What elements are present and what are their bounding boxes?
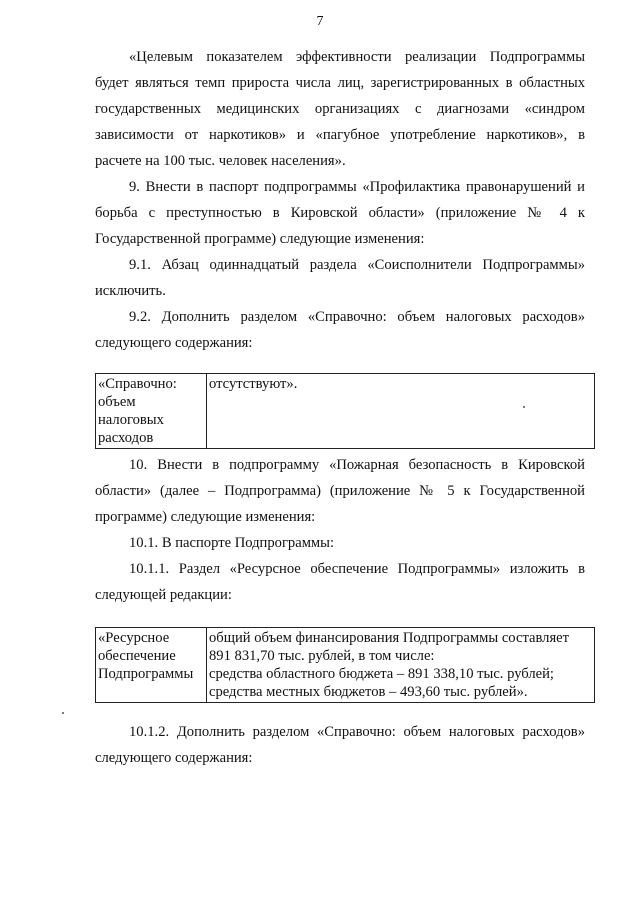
cell-line: средства областного бюджета – 891 338,10 тыс. рублей; xyxy=(209,666,554,682)
resource-provision-table xyxy=(95,627,595,703)
cell-line: обеспечение xyxy=(98,648,176,664)
table-value-cell xyxy=(207,374,595,449)
text-line: 10. Внести в подпрограмму «Пожарная безопасность в Кировской xyxy=(129,457,585,473)
table-value-cell xyxy=(207,628,595,703)
cell-line: объем налоговых xyxy=(98,394,164,428)
text-line: «Целевым показателем эффективности реализации Подпрограммы xyxy=(129,49,585,65)
page-number: 7 xyxy=(316,14,324,29)
paragraph-9-2 xyxy=(95,304,585,356)
cell-line: Подпрограммы xyxy=(98,666,194,682)
text-line: борьба с преступностью в Кировской области» (приложение № 4 к xyxy=(95,205,585,221)
cell-line: расходов xyxy=(98,430,154,446)
text-line: исключить. xyxy=(95,283,166,299)
text-line: 9.2. Дополнить разделом «Справочно: объем налоговых расходов» xyxy=(129,309,585,325)
scan-speck xyxy=(62,712,64,714)
cell-line: отсутствуют». xyxy=(209,376,298,392)
text-line: следующего содержания: xyxy=(95,750,253,766)
scan-speck xyxy=(523,406,525,408)
text-line: 10.1.2. Дополнить разделом «Справочно: объем налоговых расходов» xyxy=(129,724,585,740)
text-line: зависимости от наркотиков» и «пагубное употребление наркотиков», в xyxy=(95,127,585,143)
text-line: будет являться темп прироста числа лиц, зарегистрированных в областных xyxy=(95,75,585,91)
text-line: 10.1. В паспорте Подпрограммы: xyxy=(129,535,335,551)
text-line: 9.1. Абзац одиннадцатый раздела «Соисполнители Подпрограммы» xyxy=(129,257,585,273)
table-label-cell xyxy=(96,374,207,449)
paragraph-10-1 xyxy=(95,530,585,556)
cell-line: общий объем финансирования Подпрограммы составляет xyxy=(209,630,570,646)
paragraph-9 xyxy=(95,174,585,252)
text-line: программе) следующие изменения: xyxy=(95,509,316,525)
cell-line: средства местных бюджетов – 493,60 тыс. рублей». xyxy=(209,684,528,700)
cell-line: «Ресурсное xyxy=(98,630,170,646)
text-line: 10.1.1. Раздел «Ресурсное обеспечение Подпрограммы» изложить в xyxy=(129,561,585,577)
text-line: Государственной программе) следующие изменения: xyxy=(95,231,425,247)
paragraph-10-1-2 xyxy=(95,719,585,771)
paragraph-10-1-1 xyxy=(95,556,585,608)
cell-line: «Справочно: xyxy=(98,376,177,392)
tax-expenses-table-1 xyxy=(95,373,595,449)
paragraph-10 xyxy=(95,452,585,530)
cell-line: 891 831,70 тыс. рублей, в том числе: xyxy=(209,648,435,664)
text-line: государственных медицинских организациях с диагнозами «синдром xyxy=(95,101,585,117)
table-label-cell xyxy=(96,628,207,703)
text-line: расчете на 100 тыс. человек населения». xyxy=(95,153,346,169)
paragraph-9-1 xyxy=(95,252,585,304)
text-line: 9. Внести в паспорт подпрограммы «Профилактика правонарушений и xyxy=(129,179,585,195)
paragraph-target-indicator xyxy=(95,44,585,174)
text-line: следующей редакции: xyxy=(95,587,232,603)
text-line: области» (далее – Подпрограмма) (приложение № 5 к Государственной xyxy=(95,483,585,499)
text-line: следующего содержания: xyxy=(95,335,253,351)
